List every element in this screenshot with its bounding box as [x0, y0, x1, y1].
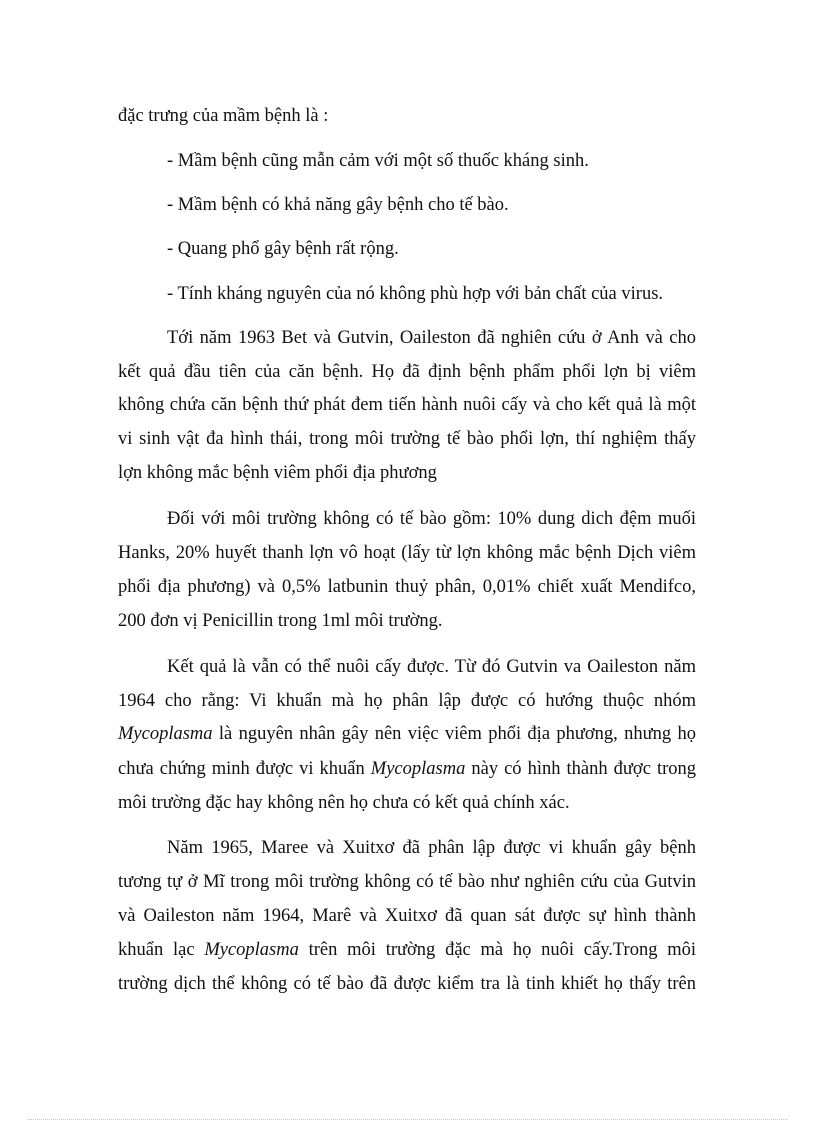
italic-term: Mycoplasma [204, 940, 299, 960]
paragraph-line [118, 757, 696, 781]
paragraph-line: trường dịch thể không có tế bào đã được kiểm tra là tinh khiết họ thấy trên [118, 974, 696, 994]
text-run: là nguyên nhân gây nên việc viêm phổi địa phương, nhưng họ [212, 724, 696, 744]
paragraph-line: lợn không mắc bệnh viêm phổi địa phương [118, 463, 437, 483]
page-bottom-divider [28, 1119, 788, 1120]
paragraph-line: phổi địa phương) và 0,5% latbunin thuỷ phân, 0,01% chiết xuất Mendifco, [118, 577, 696, 597]
text-run: chưa chứng minh được vi khuẩn [118, 759, 371, 779]
paragraph-line: Hanks, 20% huyết thanh lợn vô hoạt (lấy từ lợn không mắc bệnh Dịch viêm [118, 543, 696, 563]
text-run: trên môi trường đặc mà họ nuôi cấy.Trong môi [298, 940, 696, 960]
paragraph-line: Năm 1965, Maree và Xuitxơ đã phân lập được vi khuẩn gây bệnh [167, 838, 696, 858]
text-run: này có hình thành được trong [465, 759, 696, 779]
paragraph-line: môi trường đặc hay không nên họ chưa có kết quả chính xác. [118, 793, 570, 813]
bullet-item: - Mầm bệnh có khả năng gây bệnh cho tế bào. [167, 195, 509, 215]
paragraph-line: Kết quả là vẫn có thể nuôi cấy được. Từ đó Gutvin va Oaileston năm [167, 657, 696, 677]
lead-line: đặc trưng của mầm bệnh là : [118, 106, 329, 126]
italic-term: Mycoplasma [370, 759, 466, 779]
paragraph-line [118, 938, 696, 962]
bullet-item: - Mầm bệnh cũng mẫn cảm với một số thuốc kháng sinh. [167, 151, 589, 171]
paragraph-line [118, 722, 696, 746]
paragraph-line: Đối với môi trường không có tế bào gồm: 10% dung dich đệm muối [167, 509, 696, 529]
paragraph-line: vi sinh vật đa hình thái, trong môi trường tế bào phổi lợn, thí nghiệm thấy [118, 429, 696, 449]
bullet-item: - Tính kháng nguyên của nó không phù hợp với bản chất của virus. [167, 284, 664, 304]
bullet-item: - Quang phổ gây bệnh rất rộng. [167, 239, 399, 259]
paragraph-line: 1964 cho rằng: Vi khuẩn mà họ phân lập được có hướng thuộc nhóm [118, 691, 696, 711]
paragraph-line: kết quả đầu tiên của căn bệnh. Họ đã định bệnh phẩm phổi lợn bị viêm [118, 362, 696, 382]
text-run: khuẩn lạc [118, 940, 205, 960]
paragraph-line: Tới năm 1963 Bet và Gutvin, Oaileston đã nghiên cứu ở Anh và cho [167, 328, 696, 348]
paragraph-line: tương tự ở Mĩ trong môi trường không có tế bào như nghiên cứu của Gutvin [118, 872, 696, 892]
paragraph-line: và Oaileston năm 1964, Marê và Xuitxơ đã quan sát được sự hình thành [118, 906, 696, 926]
italic-term: Mycoplasma [118, 724, 213, 744]
paragraph-line: không chứa căn bệnh thứ phát đem tiến hành nuôi cấy và cho kết quả là một [118, 395, 696, 415]
paragraph-line: 200 đơn vị Penicillin trong 1ml môi trường. [118, 611, 443, 631]
